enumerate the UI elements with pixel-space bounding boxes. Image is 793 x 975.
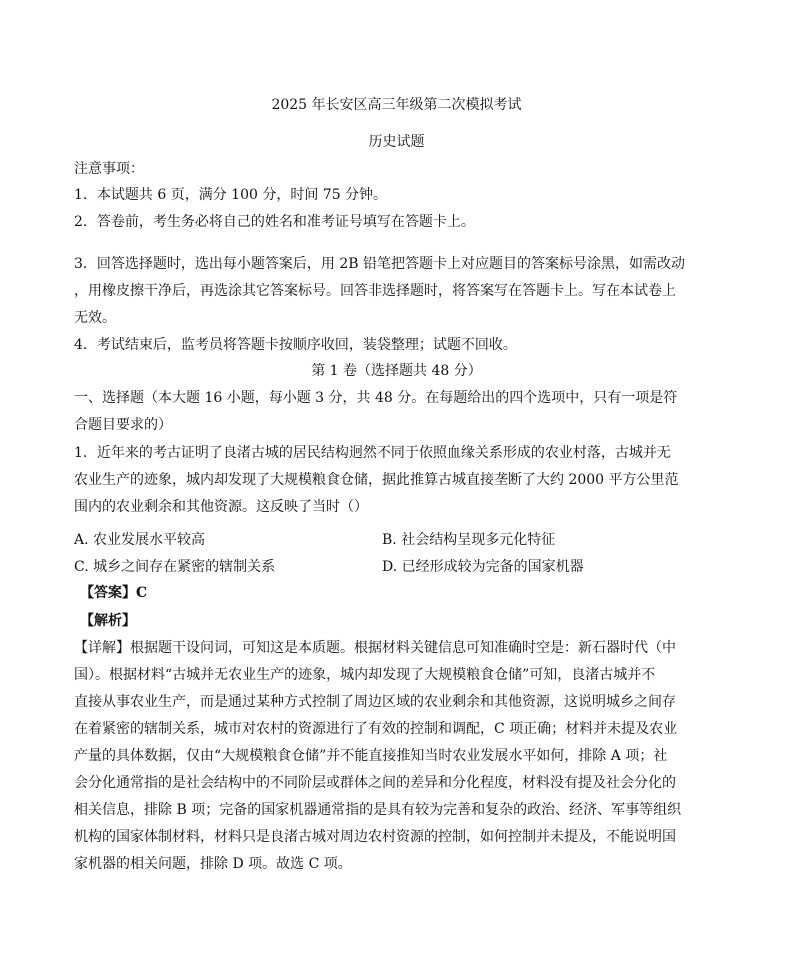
option-c: C. 城乡之间存在紧密的辖制关系 (74, 559, 276, 575)
option-d: D. 已经形成较为完备的国家机器 (382, 559, 584, 575)
answer-line: 【答案】C (80, 585, 148, 601)
analysis-text: 【详解】根据题干设问词，可知这是本质题。根据材料关键信息可知准确时空是：新石器时代（中 (74, 640, 676, 656)
analysis-text: 相关信息，排除 B 项；完备的国家机器通常指的是具有较为完善和复杂的政治、经济、军事等组织 (74, 802, 682, 818)
note-item: 3．回答选择题时，选出每小题答案后，用 2B 铅笔把答题卡上对应题目的答案标号涂黑，如需改动 (74, 256, 686, 272)
question-stem: 1．近年来的考古证明了良渚古城的居民结构迥然不同于依照血缘关系形成的农业村落，古城并无 (74, 445, 671, 461)
subject-title: 历史试题 (368, 134, 425, 150)
analysis-text: 直接从事农业生产，而是通过某种方式控制了周边区域的农业剩余和其他资源，这说明城乡之间存 (74, 694, 676, 710)
analysis-text: 在着紧密的辖制关系，城市对农村的资源进行了有效的控制和调配，C 项正确；材料并未提及农业 (74, 721, 678, 737)
analysis-text: 国）。根据材料“古城并无农业生产的迹象，城内却发现了大规模粮食仓储”可知，良渚古城并不 (74, 667, 656, 683)
section-intro: 合题目要求的） (74, 417, 172, 433)
note-item: 2．答卷前，考生务必将自己的姓名和准考证号填写在答题卡上。 (74, 214, 475, 230)
analysis-text: 产量的具体数据，仅由“大规模粮食仓储”并不能直接推知当时农业发展水平如何，排除 A 项；社 (74, 748, 668, 764)
section-title: 第 1 卷（选择题共 48 分） (311, 363, 482, 379)
note-item: 1．本试题共 6 页，满分 100 分，时间 75 分钟。 (74, 187, 388, 203)
analysis-label: 【解析】 (80, 613, 136, 629)
option-a: A. 农业发展水平较高 (74, 532, 206, 548)
analysis-text: 家机器的相关问题，排除 D 项。故选 C 项。 (74, 856, 352, 872)
note-item-continued: 无效。 (74, 310, 116, 326)
section-intro: 一、选择题（本大题 16 小题，每小题 3 分，共 48 分。在每题给出的四个选项中，只有一项是符 (74, 390, 678, 406)
question-stem: 农业生产的迹象，城内却发现了大规模粮食仓储，据此推算古城直接垄断了大约 2000 平方公里范 (74, 472, 679, 488)
exam-title: 2025 年长安区高三年级第二次模拟考试 (271, 97, 522, 113)
analysis-text: 机构的国家体制材料，材料只是良渚古城对周边农村资源的控制，如何控制并未提及，不能说明国 (74, 829, 676, 845)
note-item-continued: ，用橡皮擦干净后，再选涂其它答案标号。回答非选择题时，将答案写在答题卡上。写在本试卷上 (74, 283, 676, 299)
analysis-text: 会分化通常指的是社会结构中的不同阶层或群体之间的差异和分化程度，材料没有提及社会分化的 (74, 775, 676, 791)
question-stem: 围内的农业剩余和其他资源。这反映了当时（） (74, 499, 368, 515)
notes-heading: 注意事项： (74, 161, 144, 177)
note-item: 4．考试结束后，监考员将答题卡按顺序收回，装袋整理；试题不回收。 (74, 337, 517, 353)
option-b: B. 社会结构呈现多元化特征 (382, 532, 556, 548)
